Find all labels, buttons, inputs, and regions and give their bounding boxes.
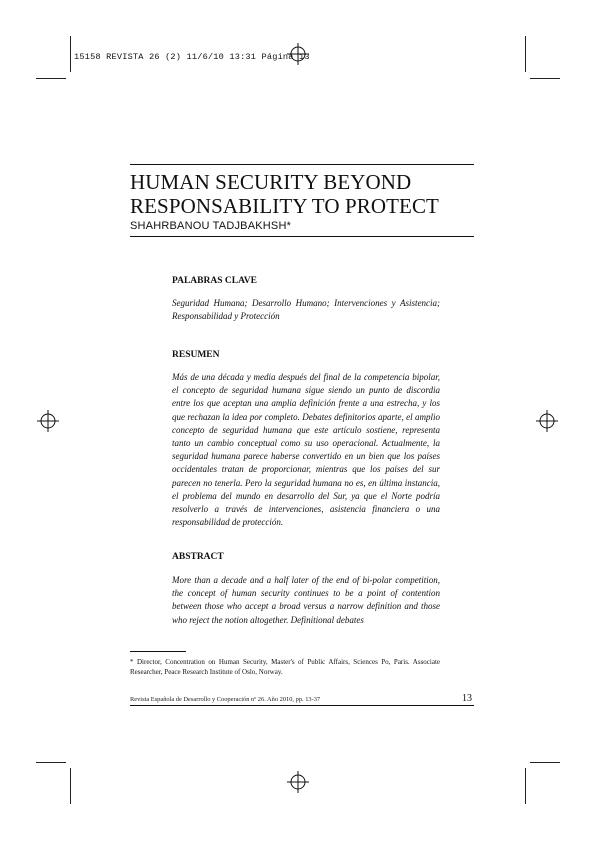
footer-rule [130, 705, 474, 706]
article-title: HUMAN SECURITY BEYOND RESPONSABILITY TO PROTECT [130, 170, 439, 218]
registration-mark-top [287, 43, 309, 65]
registration-mark-bottom [287, 771, 309, 793]
registration-mark-right [536, 410, 558, 432]
footnote-rule [130, 651, 186, 652]
abstract-text: More than a decade and a half later of the end of bi-polar competition, the concept of human security continues to be a point of contention between those who accept a broad versus a narrow definition and those who reject the notion altogether. Definitional debates [172, 575, 440, 625]
abstract-heading: ABSTRACT [172, 552, 224, 562]
page-number: 13 [462, 693, 472, 704]
author-name: SHAHRBANOU TADJBAKHSH* [130, 220, 292, 232]
running-footer: Revista Española de Desarrollo y Cooperación nº 26. Año 2010, pp. 13-37 [130, 696, 321, 703]
keywords-heading: PALABRAS CLAVE [172, 276, 257, 286]
resumen-heading: RESUMEN [172, 350, 220, 360]
resumen-text: Más de una década y media después del final de la competencia bipolar, el concepto de seguridad humana sigue siendo un punto de discordia entre los que aceptan una amplia definición frente a una estrecha, y los que rechazan la idea por completo. Debates definitorios aparte, el amplio concepto de seguridad humana que este artículo sostiene, representa tanto un cambio conceptual como su uso operacional. Actualmente, la seguridad humana parece haberse convertido en un bien que los países occidentales tratan de proporcionar, mientras que los países del sur parecen no tenerla. Pero la seguridad humana no es, en última instancia, el problema del mundo en desarrollo del Sur, ya que el Norte podría resolverlo a través de intervenciones, asistencia financiera o una responsabilidad de protección. [172, 372, 440, 528]
author-footnote: * Director, Concentration on Human Security, Master's of Public Affairs, Sciences Po, Paris. Associate Researcher, Peace Research Institute of Oslo, Norway. [130, 658, 440, 676]
printer-slug: 15158 REVISTA 26 (2) 11/6/10 13:31 Página 13 [74, 52, 310, 62]
registration-mark-left [37, 410, 59, 432]
keywords-text: Seguridad Humana; Desarrollo Humano; Intervenciones y Asistencia; Responsabilidad y Protección [172, 298, 440, 322]
title-bottom-rule [130, 236, 474, 237]
title-top-rule [130, 164, 474, 165]
